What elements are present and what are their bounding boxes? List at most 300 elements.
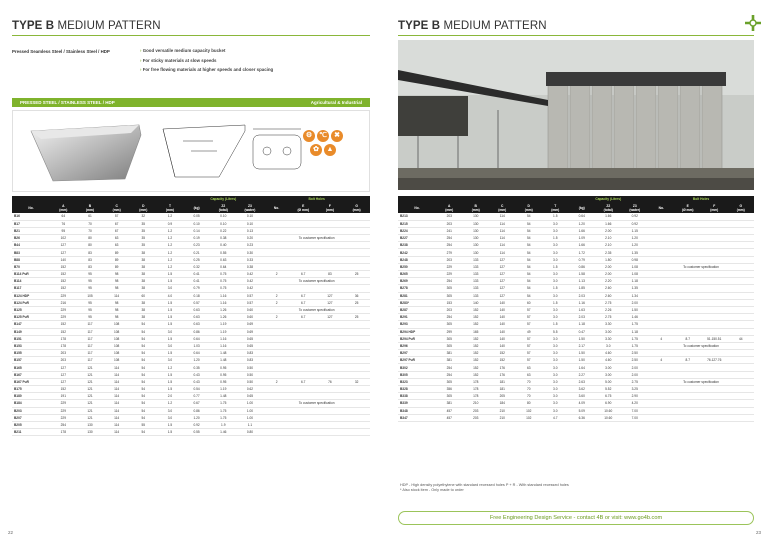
table-cell — [290, 364, 317, 371]
table-row — [398, 386, 754, 393]
table-cell: 254 — [436, 364, 463, 371]
table-cell: B124 HDP — [12, 292, 50, 299]
table-row — [398, 213, 754, 220]
table-cell: 6.7 — [290, 292, 317, 299]
table-cell: 54 — [130, 400, 157, 407]
table-cell: 2 — [263, 314, 290, 321]
table-row — [12, 220, 370, 227]
table-cell: 1.2 — [157, 256, 184, 263]
table-cell — [290, 350, 317, 357]
table-cell: B151 — [12, 335, 50, 342]
table-cell: 210 — [489, 414, 516, 421]
table-cell — [648, 400, 675, 407]
table-cell: 114 — [103, 407, 130, 414]
table-cell: 1.00 — [237, 400, 264, 407]
table-row — [398, 299, 754, 306]
table-row — [12, 299, 370, 306]
table-cell: 3.0 — [157, 328, 184, 335]
right-page — [384, 0, 768, 543]
table-cell: 1.19 — [210, 328, 237, 335]
table-cell: 1.5 — [542, 299, 569, 306]
table-cell: B287 — [398, 306, 436, 313]
table-cell — [675, 314, 702, 321]
table-cell: 54 — [516, 263, 543, 270]
table-cell: 0.21 — [183, 249, 210, 256]
table-cell: 0.43 — [183, 371, 210, 378]
column-header: A (mm) — [445, 203, 454, 212]
material-subhead: Pressed Seamless Steel / Stainless Steel / HDP — [12, 49, 110, 54]
table-cell: 1.5 — [157, 278, 184, 285]
bucket-diagram — [163, 125, 301, 177]
table-cell: 3.00 — [595, 364, 622, 371]
table-cell: 54 — [130, 393, 157, 400]
table-cell: 4.20 — [622, 400, 649, 407]
table-cell — [290, 414, 317, 421]
title-rule — [12, 35, 370, 36]
table-cell — [728, 285, 755, 292]
table-cell: B227 — [398, 235, 436, 242]
table-cell: 1.5 — [157, 299, 184, 306]
table-cell: 89 — [103, 256, 130, 263]
table-cell: 3.0 — [542, 314, 569, 321]
table-cell — [648, 271, 675, 278]
table-footnote: HDP - High density polyethylene with standard recessed holes P + R - With standard recessed holes * Also stock item - Only made to order — [400, 483, 569, 492]
table-cell: 2.00 — [595, 227, 622, 234]
table-cell: 152 — [50, 271, 77, 278]
table-cell: 3.62 — [569, 386, 596, 393]
customer-spec-note: To customer specification — [648, 342, 754, 349]
table-cell: 0.83 — [237, 350, 264, 357]
table-cell: 205 — [489, 393, 516, 400]
table-cell — [648, 407, 675, 414]
table-cell: 0.77 — [183, 393, 210, 400]
table-cell: 0.19 — [183, 235, 210, 242]
column-header: T (mm) — [165, 203, 174, 212]
table-cell: 117 — [77, 357, 104, 364]
table-cell — [263, 328, 290, 335]
table-row — [12, 321, 370, 328]
table-row — [12, 271, 370, 278]
table-cell: 1.2 — [157, 263, 184, 270]
table-cell — [343, 321, 370, 328]
table-cell — [675, 220, 702, 227]
table-cell: 241 — [436, 227, 463, 234]
table-cell: 54 — [130, 321, 157, 328]
table-cell — [728, 220, 755, 227]
table-cell: 54 — [130, 350, 157, 357]
table-cell: 102 — [50, 235, 77, 242]
table-cell: B70 — [12, 263, 50, 270]
table-cell: 54 — [130, 407, 157, 414]
4b-logo-icon — [744, 14, 762, 32]
table-cell — [648, 292, 675, 299]
table-cell: 35 — [130, 235, 157, 242]
table-cell: B348 — [398, 407, 436, 414]
table-cell: 121 — [77, 371, 104, 378]
table-cell: 38 — [130, 285, 157, 292]
table-cell — [701, 249, 728, 256]
table-cell: 0.83 — [237, 357, 264, 364]
table-body — [12, 213, 370, 436]
table-cell: 381 — [436, 400, 463, 407]
table-cell: 0.69 — [237, 328, 264, 335]
table-cell: 3.0 — [595, 342, 622, 349]
table-cell: B248 — [398, 256, 436, 263]
table-cell: 3.60 — [569, 393, 596, 400]
table-row — [398, 321, 754, 328]
table-cell: 1.72 — [569, 249, 596, 256]
table-row — [12, 235, 370, 242]
table-cell: 2 — [263, 299, 290, 306]
table-cell — [317, 220, 344, 227]
table-cell: 3.0 — [157, 407, 184, 414]
table-cell: 0.69 — [237, 321, 264, 328]
table-cell: 108 — [103, 328, 130, 335]
table-cell: 1.50 — [569, 357, 596, 364]
table-cell: 2.00 — [595, 271, 622, 278]
table-cell: 127 — [317, 314, 344, 321]
column-header: E (Ø mm) — [297, 203, 309, 212]
column-header: (kg) — [578, 205, 585, 210]
table-cell: 127 — [489, 285, 516, 292]
table-cell: 305 — [436, 285, 463, 292]
table-cell: 1.5 — [542, 263, 569, 270]
table-cell — [728, 271, 755, 278]
page-number: 23 — [756, 530, 762, 535]
table-cell: B213 — [398, 213, 436, 220]
table-cell: B242 — [398, 249, 436, 256]
table-cell: 2.50 — [622, 357, 649, 364]
table-cell: 140 — [489, 342, 516, 349]
table-cell: 0.64 — [569, 213, 596, 220]
column-header: No. — [28, 205, 34, 210]
table-cell — [701, 242, 728, 249]
table-cell: 61 — [77, 213, 104, 220]
table-cell: 305 — [436, 342, 463, 349]
column-header: D (mm) — [139, 203, 148, 212]
table-cell: 2.03 — [569, 314, 596, 321]
table-cell: 1.19 — [210, 386, 237, 393]
table-cell: 3.25 — [622, 386, 649, 393]
table-cell: 6.7 — [290, 378, 317, 385]
table-row — [12, 292, 370, 299]
table-cell: 95 — [77, 271, 104, 278]
table-cell: 63 — [103, 235, 130, 242]
table-cell — [263, 414, 290, 421]
table-cell: 25 — [343, 299, 370, 306]
table-cell: 0.95 — [210, 371, 237, 378]
table-cell — [263, 364, 290, 371]
table-cell: 1.48 — [210, 393, 237, 400]
table-cell: 95 — [77, 299, 104, 306]
table-cell — [290, 249, 317, 256]
table-cell — [290, 328, 317, 335]
table-cell: 54 — [516, 242, 543, 249]
feature-bullets — [140, 48, 273, 77]
table-cell: 0.14 — [183, 227, 210, 234]
table-row — [12, 350, 370, 357]
table-cell: 1.16 — [210, 335, 237, 342]
table-row — [398, 314, 754, 321]
table-cell: 1.19 — [210, 321, 237, 328]
table-cell: B294 PuR — [398, 335, 436, 342]
table-cell: 36 — [343, 292, 370, 299]
table-cell: 51.150.51 — [701, 335, 728, 342]
table-cell: 1.75 — [210, 414, 237, 421]
table-cell — [290, 342, 317, 349]
table-row — [398, 278, 754, 285]
table-cell — [701, 328, 728, 335]
table-cell: 1.26 — [210, 306, 237, 313]
table-row — [12, 278, 370, 285]
table-cell: 0.86 — [569, 263, 596, 270]
table-cell: 76 — [317, 378, 344, 385]
table-cell: 117 — [77, 342, 104, 349]
table-cell: 0.33 — [237, 256, 264, 263]
table-cell: 0.30 — [237, 249, 264, 256]
table-cell: 1.5 — [157, 429, 184, 436]
table-cell: 1.2 — [157, 235, 184, 242]
table-cell: 0.25 — [183, 256, 210, 263]
table-cell — [343, 256, 370, 263]
table-cell: 0.10 — [237, 220, 264, 227]
table-cell: 0.35 — [183, 364, 210, 371]
table-row — [12, 256, 370, 263]
table-cell: 1.48 — [210, 357, 237, 364]
table-cell: 1.9 — [210, 421, 237, 428]
table-cell — [728, 306, 755, 313]
table-cell — [317, 357, 344, 364]
table-cell: 3.00 — [595, 328, 622, 335]
table-cell: 1.50 — [569, 350, 596, 357]
column-header: No. — [658, 205, 664, 210]
table-cell — [675, 299, 702, 306]
table-cell: 140 — [489, 335, 516, 342]
table-cell: 130 — [77, 429, 104, 436]
table-cell: 1.66 — [569, 227, 596, 234]
table-cell: 105 — [77, 292, 104, 299]
table-cell — [317, 421, 344, 428]
table-cell: 0.10 — [210, 220, 237, 227]
table-cell: 178 — [50, 429, 77, 436]
table-cell: 3.0 — [157, 414, 184, 421]
table-cell: 57 — [516, 357, 543, 364]
table-cell: 32 — [130, 213, 157, 220]
table-cell — [648, 256, 675, 263]
grain-silo-photo — [398, 40, 754, 190]
table-cell: 0.57 — [183, 299, 210, 306]
table-cell: 3.0 — [542, 378, 569, 385]
table-cell: 0.42 — [237, 271, 264, 278]
bullet-item: › For sticky materials at slow speeds — [140, 58, 273, 68]
table-cell — [701, 350, 728, 357]
table-cell: 457 — [436, 407, 463, 414]
table-cell: 127 — [50, 371, 77, 378]
table-row — [12, 357, 370, 364]
table-cell — [701, 299, 728, 306]
table-cell: 54 — [516, 220, 543, 227]
table-cell: 2.75 — [622, 378, 649, 385]
table-cell — [728, 235, 755, 242]
table-cell: 6.36 — [569, 414, 596, 421]
table-cell: 0.65 — [237, 393, 264, 400]
stop-icon: ✖ — [331, 130, 343, 142]
page-title: TYPE B MEDIUM PATTERN — [12, 20, 161, 32]
table-cell: 35 — [130, 242, 157, 249]
table-cell: 0.63 — [183, 306, 210, 313]
table-cell — [343, 242, 370, 249]
table-cell — [290, 256, 317, 263]
table-cell — [317, 364, 344, 371]
table-cell: B88 — [12, 256, 50, 263]
column-header: Z3 (water) — [244, 203, 256, 212]
table-cell — [648, 285, 675, 292]
table-cell: 2.35 — [595, 249, 622, 256]
customer-spec-note: To customer specification — [263, 306, 370, 313]
table-cell — [728, 278, 755, 285]
table-cell: B153 — [12, 342, 50, 349]
table-cell — [701, 256, 728, 263]
table-cell — [675, 256, 702, 263]
table-cell: B155 — [12, 350, 50, 357]
table-row — [12, 335, 370, 342]
table-cell: 114 — [103, 371, 130, 378]
table-cell: 0.80 — [237, 429, 264, 436]
table-cell — [317, 342, 344, 349]
table-cell: 140 — [489, 328, 516, 335]
table-cell: 2.00 — [622, 364, 649, 371]
table-cell — [343, 421, 370, 428]
table-cell: 254 — [436, 242, 463, 249]
table-cell: 1.63 — [569, 306, 596, 313]
table-cell: 4 — [648, 357, 675, 364]
table-cell: 1.5 — [157, 321, 184, 328]
table-cell — [263, 421, 290, 428]
table-cell: 152 — [463, 314, 490, 321]
table-cell — [263, 249, 290, 256]
table-cell: 254 — [50, 421, 77, 428]
table-row — [398, 292, 754, 299]
table-row — [398, 371, 754, 378]
table-cell: B203 — [12, 407, 50, 414]
table-cell: 1.5 — [542, 235, 569, 242]
table-cell: 54 — [516, 235, 543, 242]
table-cell: 1.08 — [622, 263, 649, 270]
table-cell: 108 — [103, 335, 130, 342]
table-cell — [290, 335, 317, 342]
table-cell: 1.18 — [622, 328, 649, 335]
table-cell: 89 — [103, 263, 130, 270]
table-cell: 3.0 — [542, 292, 569, 299]
table-cell: 0.62 — [237, 386, 264, 393]
column-header: E (Ø mm) — [681, 203, 694, 212]
table-cell: 114 — [103, 429, 130, 436]
table-cell — [263, 213, 290, 220]
table-cell: B278 — [398, 285, 436, 292]
table-cell: 102 — [516, 414, 543, 421]
table-cell: 3.0 — [157, 357, 184, 364]
table-cell: 3.00 — [595, 371, 622, 378]
table-cell: 130 — [463, 249, 490, 256]
table-cell — [701, 306, 728, 313]
table-cell: B114 — [12, 278, 50, 285]
table-cell: 95 — [77, 314, 104, 321]
table-cell — [675, 350, 702, 357]
table-cell: 152 — [463, 364, 490, 371]
table-cell: 2.63 — [569, 378, 596, 385]
table-cell — [728, 292, 755, 299]
table-cell: 254 — [436, 235, 463, 242]
table-cell: 0.10 — [183, 220, 210, 227]
table-cell: 3.0 — [542, 227, 569, 234]
table-cell: 1.5 — [157, 350, 184, 357]
table-cell — [317, 242, 344, 249]
bolt-holes-group-header: Bolt Holes — [308, 197, 325, 201]
column-header: A (mm) — [59, 203, 68, 212]
table-cell: 95 — [50, 227, 77, 234]
table-cell: 3.0 — [542, 242, 569, 249]
table-cell: 54 — [130, 371, 157, 378]
table-cell: 1.2 — [157, 213, 184, 220]
table-cell: 279 — [436, 249, 463, 256]
table-cell: 35 — [130, 220, 157, 227]
table-cell: 127 — [489, 263, 516, 270]
table-cell: 98 — [103, 278, 130, 285]
table-cell: 4.09 — [569, 400, 596, 407]
table-cell — [343, 249, 370, 256]
table-cell — [343, 335, 370, 342]
table-cell: 1.20 — [569, 220, 596, 227]
table-cell: 83 — [77, 249, 104, 256]
table-cell: 57 — [103, 213, 130, 220]
table-cell: 3.0 — [542, 249, 569, 256]
table-cell: 67 — [103, 227, 130, 234]
table-cell: 152 — [50, 321, 77, 328]
design-service-link[interactable]: Free Engineering Design Service - contact 4B or visit: www.go4b.com — [398, 511, 754, 525]
table-cell: B149 — [12, 328, 50, 335]
table-cell — [317, 335, 344, 342]
table-cell: 140 — [50, 256, 77, 263]
table-row — [12, 328, 370, 335]
table-cell: 2.75 — [595, 299, 622, 306]
table-cell: 130 — [77, 421, 104, 428]
table-row — [12, 213, 370, 220]
table-cell: 89 — [103, 249, 130, 256]
table-row — [12, 263, 370, 270]
table-cell: 35 — [130, 227, 157, 234]
table-cell: 54 — [516, 227, 543, 234]
table-cell: 299 — [436, 328, 463, 335]
table-cell: 108 — [103, 321, 130, 328]
table-cell: 305 — [436, 321, 463, 328]
table-cell — [317, 256, 344, 263]
table-cell: 130 — [463, 220, 490, 227]
table-cell — [343, 371, 370, 378]
table-cell: 2.10 — [595, 242, 622, 249]
table-cell: 305 — [436, 335, 463, 342]
table-cell: 1.18 — [622, 278, 649, 285]
table-cell — [648, 321, 675, 328]
table-cell: 1.5 — [157, 421, 184, 428]
table-cell: 38 — [130, 278, 157, 285]
table-cell: B296 — [398, 342, 436, 349]
table-cell: 108 — [103, 350, 130, 357]
table-cell: 3.0 — [542, 350, 569, 357]
table-cell: 0.22 — [210, 227, 237, 234]
table-row — [398, 364, 754, 371]
table-cell: 0.40 — [210, 242, 237, 249]
table-cell: 83 — [317, 271, 344, 278]
